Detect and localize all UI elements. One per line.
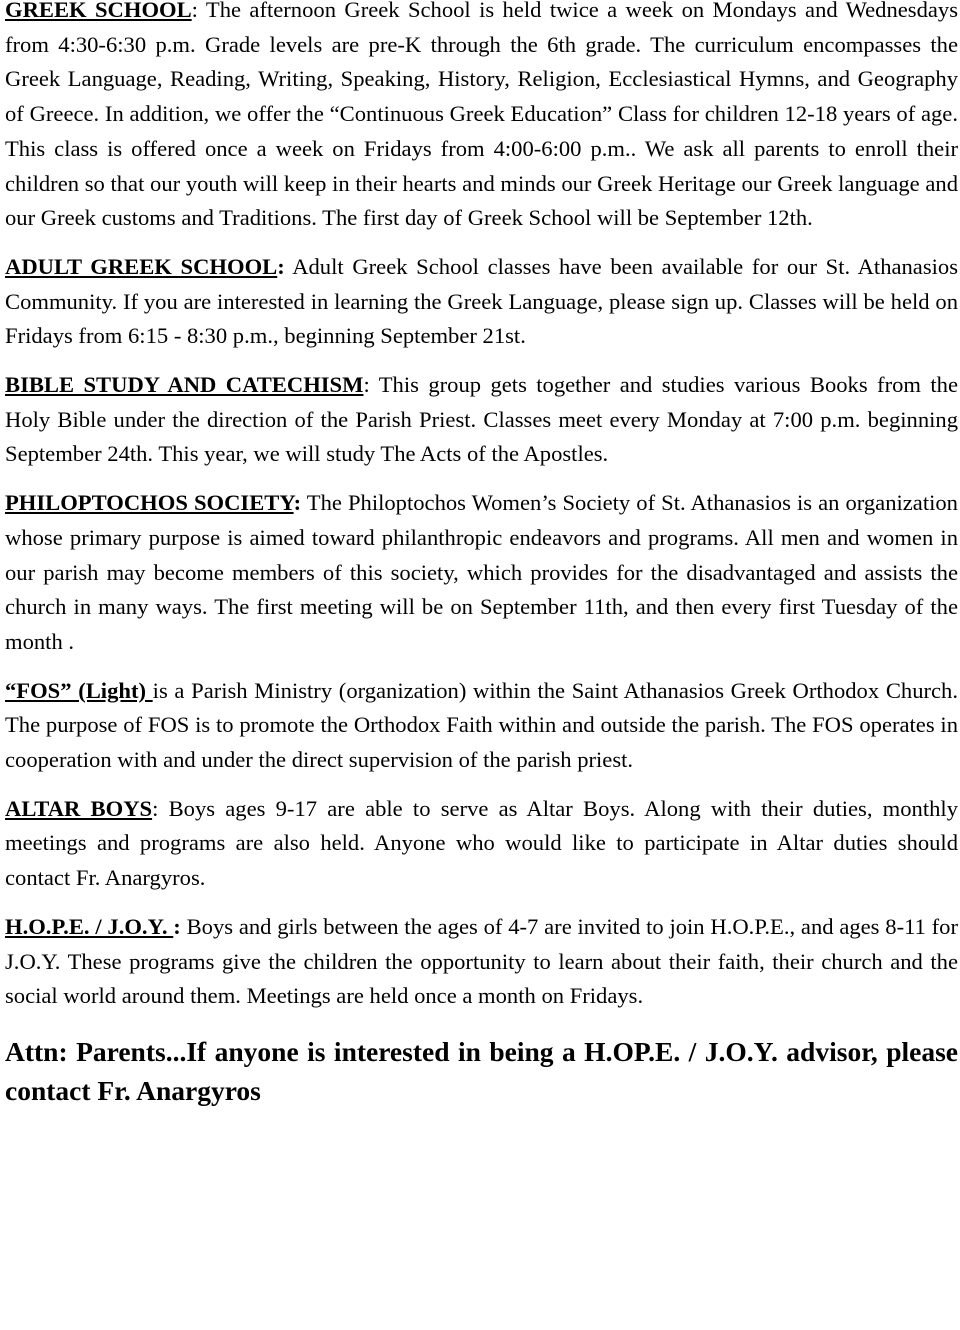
section-heading: H.O.P.E. / J.O.Y. bbox=[5, 913, 174, 939]
section-body: The afternoon Greek School is held twice a week on Mondays and Wednesdays from 4:30-6:30 p.m. Grade levels are pre-K through the 6th grade. The curriculum encompasses the Greek Language, Reading, Writing, Speaking, History, Religion, Ecclesiastical Hymns, and Geography of Greece. In addition, we offer the “Continuous Greek Education” Class for children 12-18 years of age. This class is offered once a week on Fridays from 4:00-6:00 p.m.. We ask all parents to enroll their children so that our youth will keep in their hearts and minds our Greek Heritage our Greek language and our Greek customs and Traditions. The first day of Greek School will be September 12th. bbox=[5, 0, 959, 231]
bible-study-section bbox=[5, 368, 958, 472]
section-heading: “FOS” (Light) bbox=[5, 677, 153, 703]
section-heading: GREEK SCHOOL bbox=[5, 0, 192, 22]
section-body: Adult Greek School classes have been available for our St. Athanasios Community. If you are interested in learning the Greek Language, please sign up. Classes will be held on Fridays from 6:15 - 8:30 p.m., beginning September 21st. bbox=[5, 253, 958, 349]
greek-school-section bbox=[5, 0, 958, 236]
section-separator: : bbox=[277, 253, 285, 279]
section-body: is a Parish Ministry (organization) within the Saint Athanasios Greek Orthodox Church. The purpose of FOS is to promote the Orthodox Faith within and outside the parish. The FOS operates in cooperation with and under the direct supervision of the parish priest. bbox=[5, 677, 958, 773]
section-body: The Philoptochos Women’s Society of St. Athanasios is an organization whose primary purpose is aimed toward philanthropic endeavors and programs. All men and women in our parish may become members of this society, which provides for the disadvantaged and assists the church in many ways. The first meeting will be on September 11th, and then every first Tuesday of the month . bbox=[5, 490, 958, 654]
philoptochos-section bbox=[5, 486, 958, 660]
section-heading: ADULT GREEK SCHOOL bbox=[5, 253, 278, 279]
section-separator: : bbox=[191, 0, 198, 22]
attn-notice: Attn: Parents...If anyone is interested in being a H.OP.E. / J.O.Y. advisor, please contact Fr. Anargyros bbox=[5, 1035, 958, 1106]
fos-section bbox=[5, 674, 958, 778]
altar-boys-section bbox=[5, 792, 958, 896]
section-heading: ALTAR BOYS bbox=[5, 795, 153, 821]
section-body: Boys ages 9-17 are able to serve as Altar Boys. Along with their duties, monthly meetings and programs are also held. Anyone who would like to participate in Altar duties should contact Fr. Anargyros. bbox=[5, 795, 959, 891]
hope-joy-section bbox=[5, 910, 958, 1014]
section-separator: : bbox=[363, 372, 370, 398]
section-separator: : bbox=[152, 795, 159, 821]
section-separator: : bbox=[173, 913, 181, 939]
section-heading: BIBLE STUDY AND CATECHISM bbox=[5, 372, 364, 398]
adult-greek-school-section bbox=[5, 250, 958, 354]
section-body: Boys and girls between the ages of 4-7 are invited to join H.O.P.E., and ages 8-11 for J.O.Y. These programs give the children the opportunity to learn about their faith, their church and the social world around them. Meetings are held once a month on Fridays. bbox=[5, 913, 958, 1009]
section-body: This group gets together and studies various Books from the Holy Bible under the direction of the Parish Priest. Classes meet every Monday at 7:00 p.m. beginning September 24th. This year, we will study The Acts of the Apostles. bbox=[5, 372, 958, 467]
section-heading: PHILOPTOCHOS SOCIETY bbox=[5, 490, 294, 516]
section-separator: : bbox=[293, 490, 302, 516]
